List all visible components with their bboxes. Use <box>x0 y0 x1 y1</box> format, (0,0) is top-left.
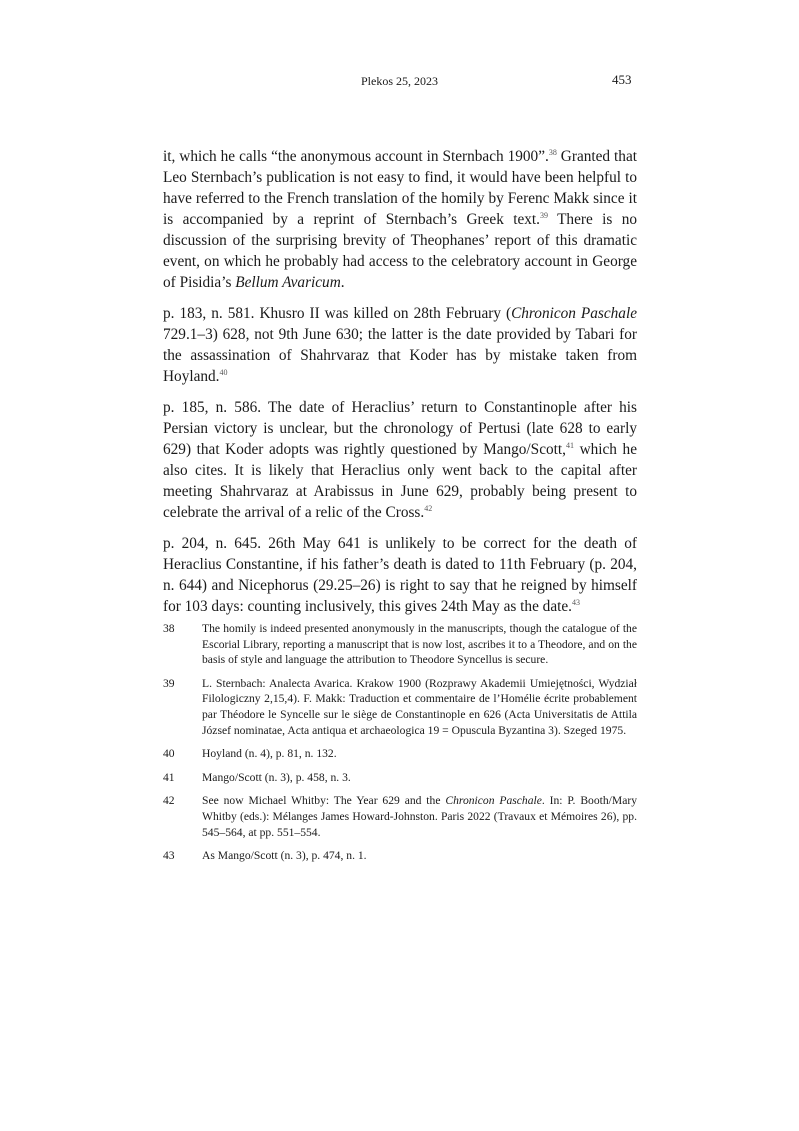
footnote-number: 41 <box>163 770 175 784</box>
footnote <box>163 770 637 786</box>
footnote-reference[interactable]: 39 <box>539 211 548 220</box>
text-run: 729.1–3) 628, not 9th June 630; the latter is the date provided by Tabari for the assassination of Shahrvaraz that Koder has by mistake taken from Hoyland. <box>163 326 637 385</box>
text-run: There is no discussion of the surprising brevity of Theophanes’ report of this dramatic event, on which he probably had access to the celebratory account in George of Pisidia’s <box>163 211 637 291</box>
footnote-reference[interactable]: 40 <box>219 368 228 377</box>
footnote <box>163 621 637 668</box>
paragraph <box>163 397 637 523</box>
text-run: it, which he calls “the anonymous account in Sternbach 1900”. <box>163 148 549 165</box>
text-run: See now Michael Whitby: The Year 629 and the <box>202 794 446 808</box>
footnote-reference[interactable]: 38 <box>548 148 557 157</box>
footnote <box>163 676 637 738</box>
footnote-text <box>202 746 637 762</box>
footnote-text <box>202 621 637 668</box>
paragraph <box>163 533 637 617</box>
text-run: Hoyland (n. 4), p. 81, n. 132. <box>202 747 337 761</box>
text-run: . <box>340 274 345 291</box>
text-run: . In: P. Booth/Mary Whitby (eds.): Mélanges James Howard-Johnston. Paris 2022 (Travaux et Mémoires 26), pp. 545–564, at pp. 551–554. <box>202 794 637 839</box>
running-title: Plekos 25, 2023 <box>360 74 438 88</box>
footnote-reference[interactable]: 43 <box>571 598 580 607</box>
footnote-reference[interactable]: 42 <box>424 504 433 513</box>
italic-title: Chronicon Paschale <box>445 794 542 808</box>
italic-title: Chronicon Paschale <box>511 305 637 322</box>
main-text <box>163 146 637 627</box>
paragraph <box>163 303 637 387</box>
footnote-number: 39 <box>163 676 175 690</box>
page-number: 453 <box>612 72 632 87</box>
footnote <box>163 848 637 864</box>
text-run: p. 183, n. 581. Khusro II was killed on 28th February ( <box>163 305 512 322</box>
footnotes <box>163 621 637 872</box>
text-run: p. 204, n. 645. 26th May 641 is unlikely to be correct for the death of Heraclius Constantine, if his father’s death is dated to 11th February (p. 204, n. 644) and Nicephorus (29.25–26) is right to say that he reigned by himself for 103 days: counting inclusively, this gives 24th May as the date. <box>163 535 637 615</box>
footnote <box>163 746 637 762</box>
paragraph <box>163 146 637 293</box>
footnote <box>163 793 637 840</box>
footnote-text <box>202 793 637 840</box>
footnote-text <box>202 848 637 864</box>
footnote-reference[interactable]: 41 <box>565 441 574 450</box>
text-run: Granted that Leo Sternbach’s publication is not easy to find, it would have been helpful to have referred to the French translation of the homily by Ferenc Makk since it is accompanied by a reprint of Sternbach’s Greek text. <box>163 148 637 228</box>
footnote-number: 38 <box>163 622 175 635</box>
text-run: The homily is indeed presented anonymously in the manuscripts, though the catalogue of the Escorial Library, reporting a manuscript that is now lost, ascribes it to a Theodore, and on the basis of style and language the attribution to Theodore Syncellus is secure. <box>202 622 637 667</box>
text-run: which he also cites. It is likely that Heraclius only went back to the capital after meeting Shahrvaraz at Arabissus in June 629, probably being present to celebrate the arrival of a relic of the Cross. <box>163 441 637 521</box>
footnote-number: 42 <box>163 794 175 808</box>
text-run: p. 185, n. 586. The date of Heraclius’ return to Constantinople after his Persian victory is unclear, but the chronology of Pertusi (late 628 to early 629) that Koder adopts was rightly questioned by Mango/Scott, <box>163 399 637 458</box>
text-run: Mango/Scott (n. 3), p. 458, n. 3. <box>202 770 351 784</box>
footnote-text <box>202 770 637 786</box>
italic-title: Bellum Avaricum <box>235 274 341 291</box>
text-run: As Mango/Scott (n. 3), p. 474, n. 1. <box>202 849 367 863</box>
footnote-text <box>202 676 637 738</box>
text-run: L. Sternbach: Analecta Avarica. Krakow 1900 (Rozprawy Akademii Umiejętności, Wydział Filologiczny 2,15,4). F. Makk: Traduction et commentaire de l’Homélie écrite probablement par Théodore le Syncelle sur le siège de Constantinople en 626 (Acta Universitatis de Attila József nominatae, Acta antiqua et archaeologica 19 = Opuscula Byzantina 3). Szeged 1975. <box>202 676 637 737</box>
footnote-number: 40 <box>163 747 175 761</box>
footnote-number: 43 <box>163 849 175 863</box>
